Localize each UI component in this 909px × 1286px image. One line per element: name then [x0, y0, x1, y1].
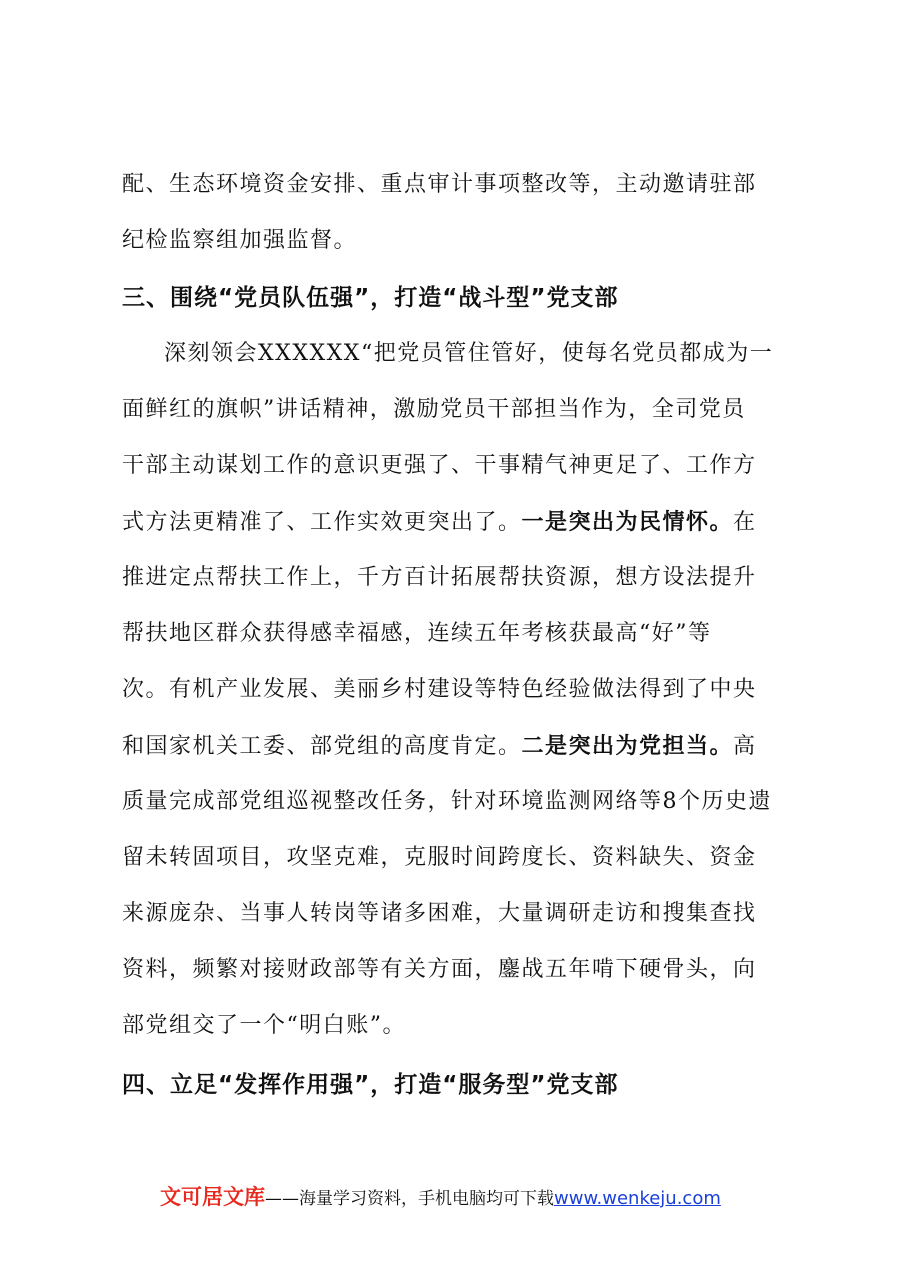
body-line: 干部主动谋划工作的意识更强了、干事精气神更足了、工作方 [122, 453, 757, 478]
body-text: 和国家机关工委、部党组的高度肯定。 [122, 734, 522, 759]
section-heading-4: 四、立足“发挥作用强”，打造“服务型”党支部 [122, 1072, 619, 1098]
body-line: 深刻领会XXXXXX“把党员管住管好，使每名党员都成为一 [164, 341, 774, 366]
body-line: 资料，频繁对接财政部等有关方面，鏖战五年啃下硬骨头，向 [122, 957, 757, 982]
emphasis-text: 一是突出为民情怀。 [521, 509, 734, 535]
body-text: 在 [733, 510, 757, 535]
emphasis-text: 二是突出为党担当。 [521, 733, 734, 759]
body-line: 质量完成部党组巡视整改任务，针对环境监测网络等8个历史遗 [122, 789, 772, 814]
body-line: 次。有机产业发展、美丽乡村建设等特色经验做法得到了中央 [122, 677, 757, 702]
body-text: 高 [733, 734, 757, 759]
body-line: 纪检监察组加强监督。 [122, 228, 358, 253]
body-text: 式方法更精准了、工作实效更突出了。 [122, 510, 522, 535]
body-line: 留未转固项目，攻坚克难，克服时间跨度长、资料缺失、资金 [122, 845, 757, 870]
footer-site-link[interactable]: www.wenkeju.com [554, 1188, 721, 1209]
body-line [122, 507, 757, 538]
body-line: 配、生态环境资金安排、重点审计事项整改等，主动邀请驻部 [122, 172, 757, 197]
body-line: 面鲜红的旗帜”讲话精神，激励党员干部担当作为，全司党员 [122, 397, 746, 422]
footer-brand: 文可居文库 [160, 1185, 265, 1209]
body-line: 来源庞杂、当事人转岗等诸多困难，大量调研走访和搜集查找 [122, 901, 757, 926]
footer [160, 1182, 721, 1214]
body-line: 推进定点帮扶工作上，千方百计拓展帮扶资源，想方设法提升 [122, 565, 757, 590]
body-line: 帮扶地区群众获得感幸福感，连续五年考核获最高“好”等 [122, 621, 712, 646]
body-line [122, 731, 757, 762]
body-line: 部党组交了一个“明白账”。 [122, 1013, 406, 1038]
section-heading-3: 三、围绕“党员队伍强”，打造“战斗型”党支部 [122, 285, 619, 311]
footer-tagline: ——海量学习资料，手机电脑均可下载 [265, 1189, 554, 1209]
